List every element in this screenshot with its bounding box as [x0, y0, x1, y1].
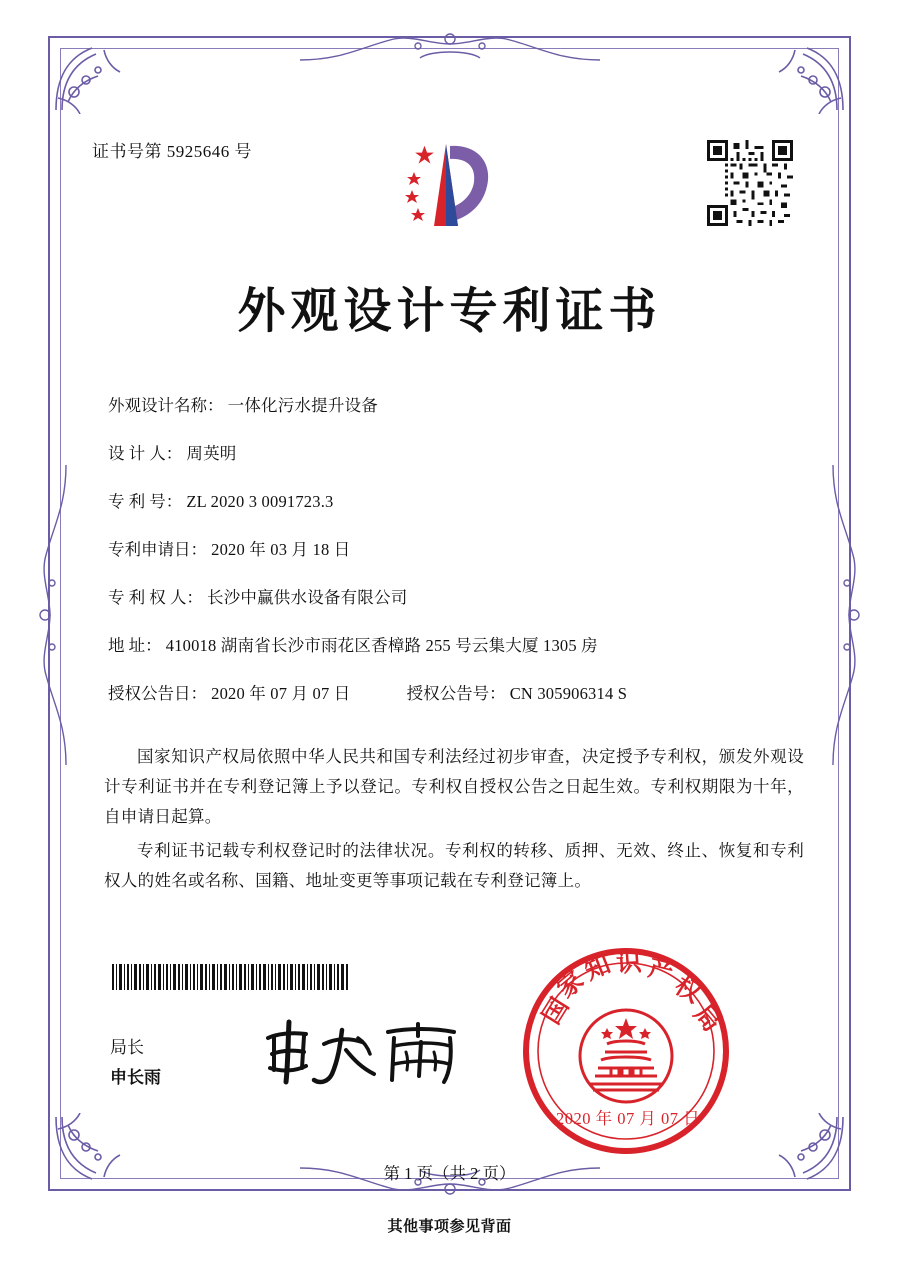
- field-value-grant-number: CN 305906314 S: [509, 684, 628, 703]
- field-label-application-date: 专利申请日：: [108, 540, 207, 559]
- svg-text:知: 知: [580, 949, 615, 986]
- field-row-designer: [108, 430, 808, 478]
- field-value-designer: 周英明: [186, 444, 237, 463]
- field-value-address: 410018 湖南省长沙市雨花区香樟路 255 号云集大厦 1305 房: [165, 636, 598, 655]
- field-label-address: 地 址：: [108, 636, 162, 655]
- seal-date: 2020 年 07 月 07 日: [556, 1109, 701, 1128]
- field-value-grant-date: 2020 年 07 月 07 日: [211, 684, 351, 703]
- field-row-patentee: [108, 574, 808, 622]
- handwritten-signature-icon: [258, 1016, 468, 1090]
- certificate-number: 证书号第 5925646 号: [92, 142, 252, 161]
- field-value-application-date: 2020 年 03 月 18 日: [211, 540, 351, 559]
- corner-ornament-top-left-icon: [52, 40, 126, 114]
- legal-paragraph-1: 国家知识产权局依照中华人民共和国专利法经过初步审查，决定授予专利权，颁发外观设计专利证书并在专利登记簿上予以登记。专利权自授权公告之日起生效。专利权期限为十年，自申请日起算。: [104, 747, 804, 826]
- field-label-designer: 设 计 人：: [108, 444, 183, 463]
- svg-text:国: 国: [536, 992, 575, 1030]
- edge-ornament-top-icon: [300, 30, 600, 66]
- page-title: 外观设计专利证书: [237, 283, 662, 339]
- certificate-fields: [108, 382, 808, 718]
- svg-text:识: 识: [615, 947, 643, 978]
- field-label-patent-number: 专 利 号：: [108, 492, 183, 511]
- legal-text-block: [104, 742, 804, 900]
- signature-name-label: 申长雨: [110, 1068, 161, 1087]
- svg-text:产: 产: [645, 952, 677, 987]
- field-value-patent-number: ZL 2020 3 0091723.3: [186, 492, 334, 511]
- svg-text:权: 权: [669, 970, 707, 1009]
- field-row-application-date: [108, 526, 808, 574]
- field-row-design-name: [108, 382, 808, 430]
- corner-ornament-top-right-icon: [773, 40, 847, 114]
- svg-text:家: 家: [551, 965, 590, 1004]
- footer-note: 其他事项参见背面: [387, 1219, 512, 1235]
- svg-text:局: 局: [688, 999, 727, 1038]
- field-label-grant-number: 授权公告号：: [406, 684, 506, 703]
- barcode-icon: [110, 964, 350, 990]
- field-label-grant-date: 授权公告日：: [108, 684, 207, 703]
- field-row-grant-announcement: [108, 670, 808, 718]
- qr-code-icon: [707, 140, 793, 226]
- field-value-patentee: 长沙中赢供水设备有限公司: [207, 588, 408, 607]
- cnipa-logo-icon: [388, 128, 506, 238]
- field-label-patentee: 专 利 权 人：: [108, 588, 203, 607]
- legal-paragraph-2: 专利证书记载专利权登记时的法律状况。专利权的转移、质押、无效、终止、恢复和专利权人的姓名或名称、国籍、地址变更等事项记载在专利登记簿上。: [104, 841, 804, 890]
- field-row-patent-number: [108, 478, 808, 526]
- page-number: 第 1 页（共 2 页）: [383, 1164, 516, 1183]
- field-row-address: [108, 622, 808, 670]
- signature-role-label: 局长: [110, 1038, 144, 1057]
- edge-ornament-right-icon: [827, 465, 863, 765]
- field-label-design-name: 外观设计名称：: [108, 396, 224, 415]
- field-value-design-name: 一体化污水提升设备: [227, 396, 378, 415]
- edge-ornament-left-icon: [36, 465, 72, 765]
